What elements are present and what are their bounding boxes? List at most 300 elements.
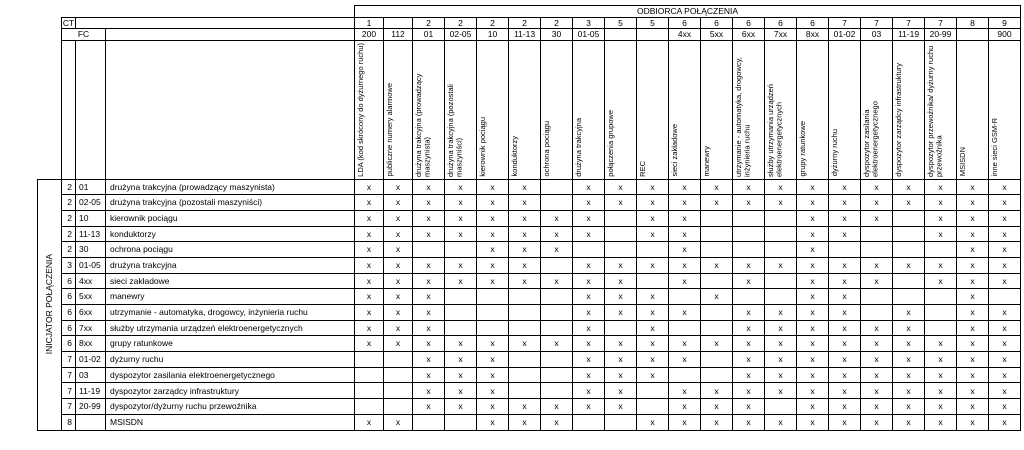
matrix-cell bbox=[541, 257, 573, 273]
matrix-cell bbox=[384, 352, 413, 368]
matrix-cell: x bbox=[605, 179, 637, 195]
matrix-cell bbox=[701, 305, 733, 321]
row-ct: 3 bbox=[62, 257, 76, 273]
matrix-cell: x bbox=[957, 289, 989, 305]
matrix-cell: x bbox=[893, 414, 925, 430]
matrix-cell bbox=[669, 320, 701, 336]
matrix-cell: x bbox=[925, 367, 957, 383]
matrix-cell: x bbox=[701, 336, 733, 352]
matrix-cell: x bbox=[925, 226, 957, 242]
column-header bbox=[605, 40, 637, 179]
matrix-cell bbox=[355, 383, 384, 399]
table-row bbox=[38, 367, 1021, 383]
matrix-cell: x bbox=[829, 210, 861, 226]
row-ct: 7 bbox=[62, 367, 76, 383]
title-row bbox=[38, 6, 1021, 18]
matrix-cell: x bbox=[669, 242, 701, 258]
row-fc: 02-05 bbox=[76, 195, 106, 211]
matrix-cell: x bbox=[355, 179, 384, 195]
column-ct: 2 bbox=[509, 17, 541, 29]
matrix-cell: x bbox=[445, 383, 477, 399]
matrix-cell: x bbox=[701, 257, 733, 273]
fc-row bbox=[38, 29, 1021, 41]
table-row bbox=[38, 336, 1021, 352]
column-label: dyżurny ruchu bbox=[830, 129, 839, 177]
table-row bbox=[38, 289, 1021, 305]
matrix-cell: x bbox=[989, 414, 1021, 430]
matrix-cell: x bbox=[477, 242, 509, 258]
matrix-cell bbox=[445, 242, 477, 258]
matrix-cell: x bbox=[637, 367, 669, 383]
column-fc: 11-13 bbox=[509, 29, 541, 41]
matrix-cell: x bbox=[445, 399, 477, 415]
matrix-cell bbox=[355, 367, 384, 383]
matrix-cell: x bbox=[413, 195, 445, 211]
column-label: REC bbox=[638, 160, 647, 177]
matrix-cell: x bbox=[445, 273, 477, 289]
ct-row bbox=[38, 17, 1021, 29]
column-header bbox=[893, 40, 925, 179]
matrix-cell bbox=[445, 289, 477, 305]
matrix-cell bbox=[893, 226, 925, 242]
matrix-cell bbox=[925, 320, 957, 336]
matrix-cell: x bbox=[861, 320, 893, 336]
matrix-cell: x bbox=[541, 414, 573, 430]
matrix-cell bbox=[765, 210, 797, 226]
column-label: sieci zakładowe bbox=[670, 123, 679, 177]
matrix-cell: x bbox=[573, 226, 605, 242]
matrix-cell: x bbox=[477, 273, 509, 289]
matrix-cell: x bbox=[573, 179, 605, 195]
matrix-cell bbox=[573, 414, 605, 430]
matrix-cell: x bbox=[637, 210, 669, 226]
row-fc: 30 bbox=[76, 242, 106, 258]
matrix-cell bbox=[765, 242, 797, 258]
matrix-cell: x bbox=[637, 414, 669, 430]
row-fc: 01-05 bbox=[76, 257, 106, 273]
matrix-cell: x bbox=[477, 414, 509, 430]
column-header bbox=[669, 40, 701, 179]
matrix-cell: x bbox=[957, 179, 989, 195]
matrix-cell: x bbox=[797, 414, 829, 430]
matrix-cell bbox=[669, 289, 701, 305]
matrix-cell: x bbox=[355, 257, 384, 273]
matrix-cell bbox=[509, 305, 541, 321]
matrix-cell: x bbox=[989, 336, 1021, 352]
matrix-cell: x bbox=[797, 273, 829, 289]
column-header bbox=[413, 40, 445, 179]
matrix-cell: x bbox=[413, 320, 445, 336]
matrix-cell: x bbox=[861, 273, 893, 289]
matrix-cell bbox=[573, 242, 605, 258]
column-fc: 01-05 bbox=[573, 29, 605, 41]
matrix-cell: x bbox=[384, 305, 413, 321]
column-header bbox=[573, 40, 605, 179]
matrix-cell: x bbox=[669, 179, 701, 195]
column-label: grupy ratunkowe bbox=[798, 121, 807, 177]
matrix-cell: x bbox=[861, 336, 893, 352]
matrix-cell: x bbox=[957, 273, 989, 289]
matrix-cell: x bbox=[989, 320, 1021, 336]
row-fc: 01 bbox=[76, 179, 106, 195]
matrix-cell bbox=[765, 226, 797, 242]
matrix-cell: x bbox=[989, 195, 1021, 211]
table-row bbox=[38, 305, 1021, 321]
matrix-cell bbox=[445, 414, 477, 430]
matrix-cell: x bbox=[573, 257, 605, 273]
matrix-cell: x bbox=[445, 257, 477, 273]
matrix-cell: x bbox=[477, 195, 509, 211]
matrix-cell: x bbox=[925, 273, 957, 289]
matrix-cell: x bbox=[669, 383, 701, 399]
row-ct: 2 bbox=[62, 195, 76, 211]
matrix-cell bbox=[605, 242, 637, 258]
matrix-cell: x bbox=[355, 289, 384, 305]
matrix-cell: x bbox=[541, 242, 573, 258]
matrix-cell: x bbox=[637, 226, 669, 242]
matrix-cell: x bbox=[829, 399, 861, 415]
matrix-cell: x bbox=[669, 226, 701, 242]
column-label: konduktorzy bbox=[510, 136, 519, 177]
matrix-cell: x bbox=[701, 179, 733, 195]
table-row bbox=[38, 242, 1021, 258]
matrix-cell: x bbox=[384, 336, 413, 352]
matrix-cell bbox=[893, 289, 925, 305]
matrix-cell: x bbox=[605, 399, 637, 415]
column-label: kierownik pociągu bbox=[478, 116, 487, 177]
row-name: konduktorzy bbox=[106, 226, 355, 242]
row-ct: 2 bbox=[62, 210, 76, 226]
matrix-cell: x bbox=[477, 383, 509, 399]
matrix-cell: x bbox=[957, 383, 989, 399]
matrix-cell: x bbox=[413, 352, 445, 368]
matrix-cell bbox=[509, 289, 541, 305]
matrix-cell: x bbox=[445, 367, 477, 383]
table-row bbox=[38, 210, 1021, 226]
row-name: drużyna trakcyjna (prowadzący maszynista) bbox=[106, 179, 355, 195]
row-name: drużyna trakcyjna (pozostali maszyniści) bbox=[106, 195, 355, 211]
matrix-cell: x bbox=[384, 179, 413, 195]
row-name: dyspozytor zarządcy infrastruktury bbox=[106, 383, 355, 399]
matrix-cell: x bbox=[445, 210, 477, 226]
matrix-cell bbox=[541, 305, 573, 321]
column-label: utrzymanie - automatyka, drogowcy, inżynieria ruchu bbox=[734, 56, 752, 177]
matrix-cell bbox=[989, 289, 1021, 305]
matrix-cell: x bbox=[797, 305, 829, 321]
matrix-cell: x bbox=[733, 414, 765, 430]
matrix-cell bbox=[384, 399, 413, 415]
matrix-cell: x bbox=[605, 367, 637, 383]
matrix-cell: x bbox=[797, 320, 829, 336]
matrix-cell: x bbox=[573, 210, 605, 226]
matrix-cell bbox=[605, 414, 637, 430]
table-row bbox=[38, 257, 1021, 273]
matrix-cell: x bbox=[701, 399, 733, 415]
matrix-cell: x bbox=[669, 195, 701, 211]
matrix-cell: x bbox=[384, 242, 413, 258]
row-name: MSISDN bbox=[106, 414, 355, 430]
matrix-cell: x bbox=[573, 273, 605, 289]
matrix-cell: x bbox=[893, 399, 925, 415]
matrix-cell: x bbox=[989, 242, 1021, 258]
column-fc bbox=[957, 29, 989, 41]
matrix-cell: x bbox=[893, 320, 925, 336]
matrix-cell bbox=[477, 320, 509, 336]
matrix-cell: x bbox=[989, 399, 1021, 415]
matrix-table bbox=[37, 5, 1021, 431]
table-row bbox=[38, 179, 1021, 195]
column-fc: 5xx bbox=[701, 29, 733, 41]
column-header bbox=[765, 40, 797, 179]
matrix-cell: x bbox=[477, 210, 509, 226]
row-name: manewry bbox=[106, 289, 355, 305]
row-fc: 7xx bbox=[76, 320, 106, 336]
matrix-cell bbox=[541, 179, 573, 195]
matrix-cell: x bbox=[573, 289, 605, 305]
matrix-cell: x bbox=[797, 367, 829, 383]
column-ct: 2 bbox=[445, 17, 477, 29]
row-ct: 6 bbox=[62, 320, 76, 336]
connection-matrix bbox=[37, 5, 1021, 431]
column-header bbox=[701, 40, 733, 179]
column-header bbox=[477, 40, 509, 179]
column-label: dyspozytor zasilania elektroenergetycznego bbox=[862, 100, 880, 177]
matrix-cell: x bbox=[509, 179, 541, 195]
matrix-cell: x bbox=[957, 399, 989, 415]
matrix-cell: x bbox=[573, 383, 605, 399]
matrix-cell bbox=[355, 399, 384, 415]
matrix-cell: x bbox=[957, 257, 989, 273]
matrix-cell: x bbox=[893, 336, 925, 352]
matrix-cell: x bbox=[605, 195, 637, 211]
matrix-cell bbox=[701, 273, 733, 289]
column-label: MSISDN bbox=[958, 147, 967, 177]
table-row bbox=[38, 320, 1021, 336]
column-ct: 7 bbox=[925, 17, 957, 29]
matrix-cell bbox=[765, 399, 797, 415]
matrix-cell: x bbox=[541, 399, 573, 415]
row-fc: 03 bbox=[76, 367, 106, 383]
column-ct: 6 bbox=[669, 17, 701, 29]
column-label: publiczne numery alarmowe bbox=[385, 83, 394, 177]
matrix-cell: x bbox=[925, 414, 957, 430]
matrix-cell: x bbox=[355, 195, 384, 211]
matrix-cell: x bbox=[509, 226, 541, 242]
matrix-cell: x bbox=[797, 210, 829, 226]
matrix-cell: x bbox=[765, 179, 797, 195]
matrix-cell: x bbox=[413, 336, 445, 352]
matrix-cell: x bbox=[413, 383, 445, 399]
matrix-cell bbox=[605, 320, 637, 336]
row-fc: 8xx bbox=[76, 336, 106, 352]
matrix-cell: x bbox=[573, 399, 605, 415]
column-ct: 7 bbox=[893, 17, 925, 29]
row-name: dyspozytor zasilania elektroenergetycznego bbox=[106, 367, 355, 383]
matrix-cell: x bbox=[384, 273, 413, 289]
matrix-cell: x bbox=[355, 305, 384, 321]
initiator-label: INICJATOR POŁĄCZENIA bbox=[44, 254, 55, 355]
matrix-cell: x bbox=[861, 352, 893, 368]
matrix-cell: x bbox=[733, 195, 765, 211]
row-name: grupy ratunkowe bbox=[106, 336, 355, 352]
matrix-cell bbox=[701, 210, 733, 226]
matrix-cell: x bbox=[829, 179, 861, 195]
row-name: służby utrzymania urządzeń elektroenergetycznych bbox=[106, 320, 355, 336]
matrix-cell bbox=[765, 273, 797, 289]
column-label: drużyna trakcyjna (pozostali maszyniści) bbox=[446, 83, 464, 177]
table-row bbox=[38, 383, 1021, 399]
column-fc: 01 bbox=[413, 29, 445, 41]
matrix-cell bbox=[925, 305, 957, 321]
column-header bbox=[957, 40, 989, 179]
matrix-cell bbox=[701, 242, 733, 258]
column-header bbox=[541, 40, 573, 179]
column-header bbox=[989, 40, 1021, 179]
matrix-cell: x bbox=[605, 383, 637, 399]
matrix-cell: x bbox=[384, 414, 413, 430]
matrix-cell bbox=[925, 242, 957, 258]
matrix-cell: x bbox=[829, 414, 861, 430]
matrix-cell: x bbox=[477, 257, 509, 273]
matrix-cell bbox=[861, 289, 893, 305]
matrix-cell: x bbox=[605, 257, 637, 273]
matrix-cell bbox=[893, 210, 925, 226]
matrix-cell: x bbox=[701, 289, 733, 305]
matrix-cell bbox=[509, 383, 541, 399]
row-ct: 6 bbox=[62, 289, 76, 305]
matrix-cell bbox=[413, 414, 445, 430]
matrix-cell: x bbox=[829, 257, 861, 273]
matrix-cell bbox=[445, 320, 477, 336]
column-ct: 7 bbox=[861, 17, 893, 29]
matrix-cell: x bbox=[893, 305, 925, 321]
matrix-cell: x bbox=[477, 352, 509, 368]
matrix-cell: x bbox=[637, 179, 669, 195]
matrix-cell: x bbox=[573, 367, 605, 383]
matrix-cell: x bbox=[701, 414, 733, 430]
row-ct: 6 bbox=[62, 273, 76, 289]
matrix-cell: x bbox=[829, 195, 861, 211]
matrix-cell: x bbox=[605, 289, 637, 305]
matrix-cell bbox=[477, 305, 509, 321]
column-header bbox=[637, 40, 669, 179]
matrix-cell bbox=[445, 305, 477, 321]
matrix-cell bbox=[541, 320, 573, 336]
row-ct: 6 bbox=[62, 305, 76, 321]
matrix-cell bbox=[509, 352, 541, 368]
matrix-cell: x bbox=[957, 320, 989, 336]
matrix-cell bbox=[669, 367, 701, 383]
column-fc: 200 bbox=[355, 29, 384, 41]
column-fc: 30 bbox=[541, 29, 573, 41]
column-ct: 5 bbox=[637, 17, 669, 29]
matrix-cell: x bbox=[384, 289, 413, 305]
matrix-cell bbox=[605, 226, 637, 242]
column-ct: 3 bbox=[573, 17, 605, 29]
column-header bbox=[797, 40, 829, 179]
matrix-cell: x bbox=[893, 352, 925, 368]
matrix-cell: x bbox=[605, 305, 637, 321]
matrix-cell: x bbox=[605, 336, 637, 352]
ct-label: CT bbox=[62, 17, 75, 28]
matrix-cell bbox=[861, 305, 893, 321]
matrix-cell bbox=[861, 242, 893, 258]
row-name: kierownik pociągu bbox=[106, 210, 355, 226]
matrix-cell: x bbox=[989, 273, 1021, 289]
matrix-cell bbox=[893, 273, 925, 289]
row-ct: 7 bbox=[62, 383, 76, 399]
table-row bbox=[38, 195, 1021, 211]
matrix-cell: x bbox=[829, 289, 861, 305]
matrix-cell: x bbox=[733, 257, 765, 273]
column-label: dyspozytor zarządcy infrastruktury bbox=[894, 62, 903, 177]
matrix-cell bbox=[384, 367, 413, 383]
matrix-cell: x bbox=[477, 179, 509, 195]
matrix-cell: x bbox=[957, 210, 989, 226]
matrix-cell: x bbox=[829, 367, 861, 383]
matrix-cell: x bbox=[541, 226, 573, 242]
column-header bbox=[384, 40, 413, 179]
matrix-cell: x bbox=[765, 414, 797, 430]
matrix-cell: x bbox=[669, 210, 701, 226]
matrix-cell: x bbox=[861, 414, 893, 430]
column-label: dyspozytor przewoźnika/ dyżurny ruchu przewoźnika bbox=[926, 45, 944, 177]
matrix-cell: x bbox=[893, 367, 925, 383]
matrix-cell: x bbox=[384, 210, 413, 226]
matrix-cell bbox=[355, 352, 384, 368]
row-ct: 7 bbox=[62, 399, 76, 415]
matrix-cell: x bbox=[797, 289, 829, 305]
column-fc bbox=[637, 29, 669, 41]
matrix-cell: x bbox=[477, 226, 509, 242]
row-fc: 10 bbox=[76, 210, 106, 226]
matrix-cell: x bbox=[355, 414, 384, 430]
column-header bbox=[733, 40, 765, 179]
matrix-cell: x bbox=[765, 336, 797, 352]
matrix-cell: x bbox=[384, 257, 413, 273]
matrix-cell bbox=[384, 383, 413, 399]
column-fc: 900 bbox=[989, 29, 1021, 41]
matrix-cell: x bbox=[925, 195, 957, 211]
matrix-cell: x bbox=[413, 210, 445, 226]
matrix-cell: x bbox=[384, 195, 413, 211]
row-name: sieci zakładowe bbox=[106, 273, 355, 289]
matrix-cell: x bbox=[509, 195, 541, 211]
matrix-cell: x bbox=[733, 399, 765, 415]
row-fc: 11-13 bbox=[76, 226, 106, 242]
row-ct: 6 bbox=[62, 336, 76, 352]
matrix-cell: x bbox=[957, 242, 989, 258]
matrix-cell bbox=[637, 383, 669, 399]
column-fc: 8xx bbox=[797, 29, 829, 41]
matrix-cell: x bbox=[797, 195, 829, 211]
matrix-cell: x bbox=[413, 257, 445, 273]
matrix-cell bbox=[733, 210, 765, 226]
column-ct bbox=[384, 17, 413, 29]
row-fc: 01-02 bbox=[76, 352, 106, 368]
matrix-cell: x bbox=[733, 336, 765, 352]
column-labels-row bbox=[38, 40, 1021, 179]
matrix-cell: x bbox=[637, 320, 669, 336]
matrix-cell: x bbox=[797, 336, 829, 352]
column-fc: 4xx bbox=[669, 29, 701, 41]
column-ct: 7 bbox=[829, 17, 861, 29]
matrix-cell: x bbox=[573, 336, 605, 352]
matrix-cell: x bbox=[893, 257, 925, 273]
matrix-cell: x bbox=[573, 195, 605, 211]
table-row bbox=[38, 273, 1021, 289]
matrix-cell: x bbox=[669, 399, 701, 415]
